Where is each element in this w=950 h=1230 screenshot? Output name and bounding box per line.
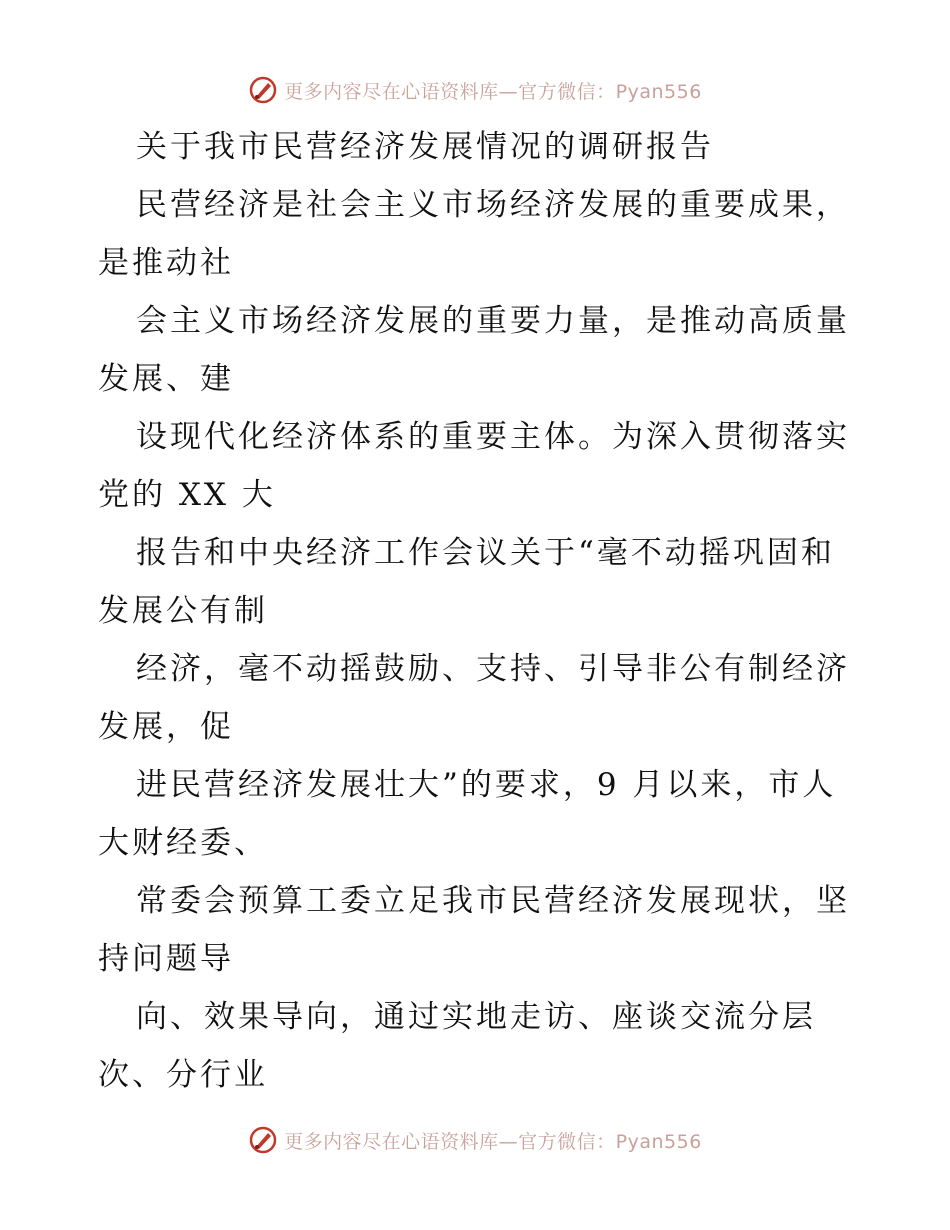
header-watermark — [0, 70, 950, 110]
text-line: 发展、建 — [98, 361, 234, 397]
text-line: 报告和中央经济工作会议关于“毫不动摇巩固和 — [136, 535, 835, 571]
text-line: 持问题导 — [98, 941, 234, 977]
watermark-text: 更多内容尽在心语资料库—官方微信：Pyan556 — [284, 80, 702, 103]
text-line: 党的 XX 大 — [98, 477, 276, 513]
document-body — [98, 118, 858, 1104]
text-line: 设现代化经济体系的重要主体。为深入贯彻落实 — [136, 419, 850, 455]
text-line: 次、分行业 — [98, 1057, 268, 1093]
text-line: 会主义市场经济发展的重要力量，是推动高质量 — [136, 303, 850, 339]
document-title: 关于我市民营经济发展情况的调研报告 — [136, 129, 714, 165]
text-line: 常委会预算工委立足我市民营经济发展现状，坚 — [136, 883, 850, 919]
paragraph — [98, 176, 858, 1104]
text-line: 发展，促 — [98, 709, 234, 745]
text-line: 民营经济是社会主义市场经济发展的重要成果， — [136, 187, 850, 223]
watermark-text: 更多内容尽在心语资料库—官方微信：Pyan556 — [284, 1130, 702, 1153]
text-line: 经济，毫不动摇鼓励、支持、引导非公有制经济 — [136, 651, 850, 687]
text-line: 发展公有制 — [98, 593, 268, 629]
footer-watermark — [0, 1120, 950, 1160]
text-line: 向、效果导向，通过实地走访、座谈交流分层 — [136, 999, 816, 1035]
pen-seal-icon — [248, 75, 278, 105]
pen-seal-icon — [248, 1125, 278, 1155]
text-line: 大财经委、 — [98, 825, 268, 861]
text-line: 是推动社 — [98, 245, 234, 281]
text-line: 进民营经济发展壮大”的要求，9 月以来，市人 — [136, 767, 837, 803]
